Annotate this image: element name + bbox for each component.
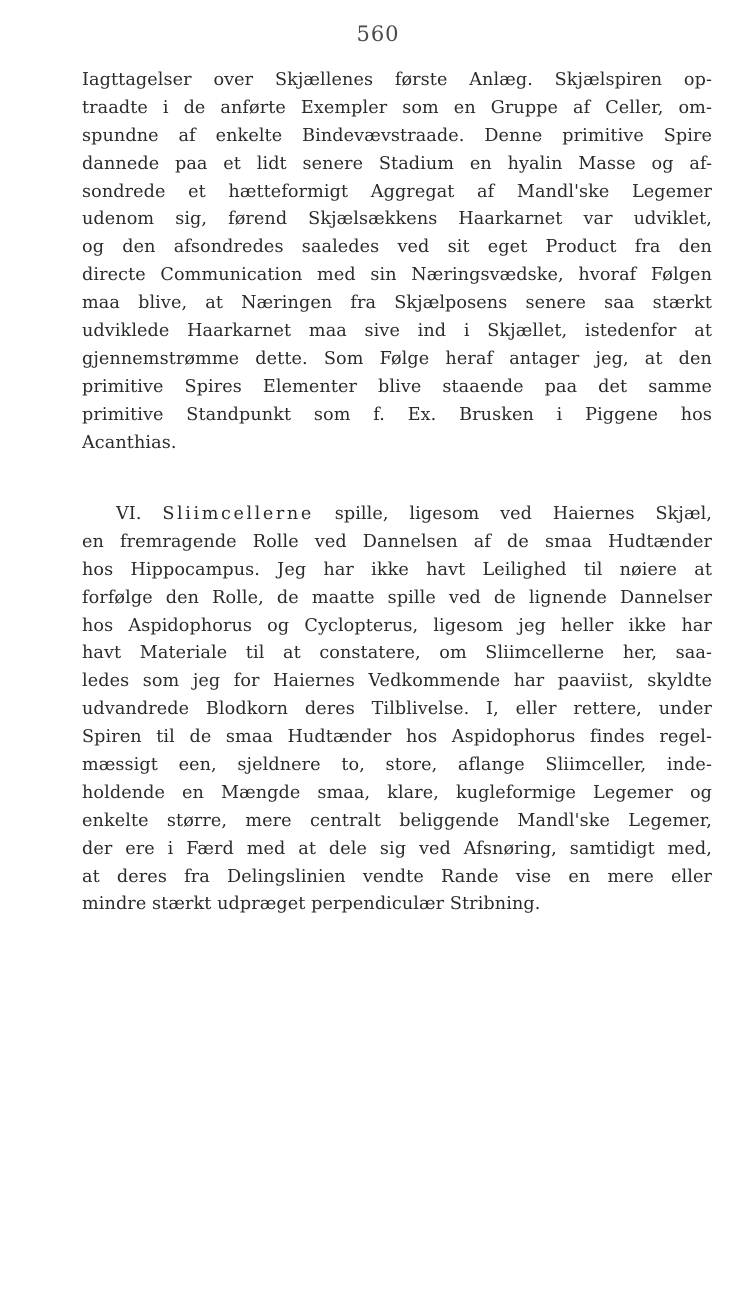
text-line: holdende en Mængde smaa, klare, kugleformige Legemer og: [82, 782, 712, 803]
text-line: havt Materiale til at constatere, om Sliimcellerne her, saa-: [82, 643, 712, 664]
section-numeral: VI.: [116, 504, 142, 524]
text-line: Iagttagelser over Skjællenes første Anlæg. Skjælspiren op-: [82, 70, 712, 90]
text-line: Acanthias.: [82, 432, 177, 453]
text-line: gjennemstrømme dette. Som Følge heraf antager jeg, at den: [82, 348, 712, 369]
text-line: directe Communication med sin Næringsvædske, hvoraf Følgen: [82, 265, 712, 286]
text-line: Spiren til de smaa Hudtænder hos Aspidophorus findes regel-: [82, 727, 712, 748]
text-line: maa blive, at Næringen fra Skjælposens senere saa stærkt: [82, 293, 712, 314]
text-line: mindre stærkt udpræget perpendiculær Stribning.: [82, 894, 541, 915]
text-line: og den afsondredes saaledes ved sit eget Product fra den: [82, 237, 712, 258]
text-line: ledes som jeg for Haiernes Vedkommende har paaviist, skyldte: [82, 671, 712, 692]
text-line: hos Aspidophorus og Cyclopterus, ligesom jeg heller ikke har: [82, 615, 712, 636]
text-line: udviklede Haarkarnet maa sive ind i Skjællet, istedenfor at: [82, 321, 712, 342]
first-line-text: spille, ligesom ved Haiernes Skjæl,: [334, 504, 712, 524]
text-line: sondrede et hætteformigt Aggregat af Mandl'ske Legemer: [82, 181, 712, 202]
text-line: spundne af enkelte Bindevævstraade. Denne primitive Spire: [82, 125, 712, 146]
paragraph-2: [82, 501, 712, 919]
text-line: forfølge den Rolle, de maatte spille ved de lignende Dannelser: [82, 587, 712, 608]
text-line: der ere i Færd med at dele sig ved Afsnøring, samtidigt med,: [82, 838, 712, 859]
text-line: udvandrede Blodkorn deres Tilblivelse. I, eller rettere, under: [82, 699, 712, 720]
text-line: at deres fra Delingslinien vendte Rande vise en mere eller: [82, 866, 712, 887]
paragraph-1: [82, 67, 712, 457]
text-line: enkelte større, mere centralt beliggende Mandl'ske Legemer,: [82, 810, 712, 831]
section-first-line: [82, 501, 712, 529]
section-emphasis: Sliimcellerne: [162, 504, 314, 524]
text-line: udenom sig, førend Skjælsækkens Haarkarnet var udviklet,: [82, 209, 712, 230]
text-line: en fremragende Rolle ved Dannelsen af de smaa Hudtænder: [82, 531, 712, 552]
text-line: hos Hippocampus. Jeg har ikke havt Leilighed til nøiere at: [82, 559, 712, 580]
text-line: traadte i de anførte Exempler som en Gruppe af Celler, om-: [82, 97, 712, 118]
text-line: dannede paa et lidt senere Stadium en hyalin Masse og af-: [82, 153, 712, 174]
text-line: primitive Spires Elementer blive staaende paa det samme: [82, 376, 712, 397]
page-number: 560: [356, 22, 400, 46]
text-line: primitive Standpunkt som f. Ex. Brusken i Piggene hos: [82, 404, 712, 425]
text-line: mæssigt een, sjeldnere to, store, aflange Sliimceller, inde-: [82, 755, 712, 776]
